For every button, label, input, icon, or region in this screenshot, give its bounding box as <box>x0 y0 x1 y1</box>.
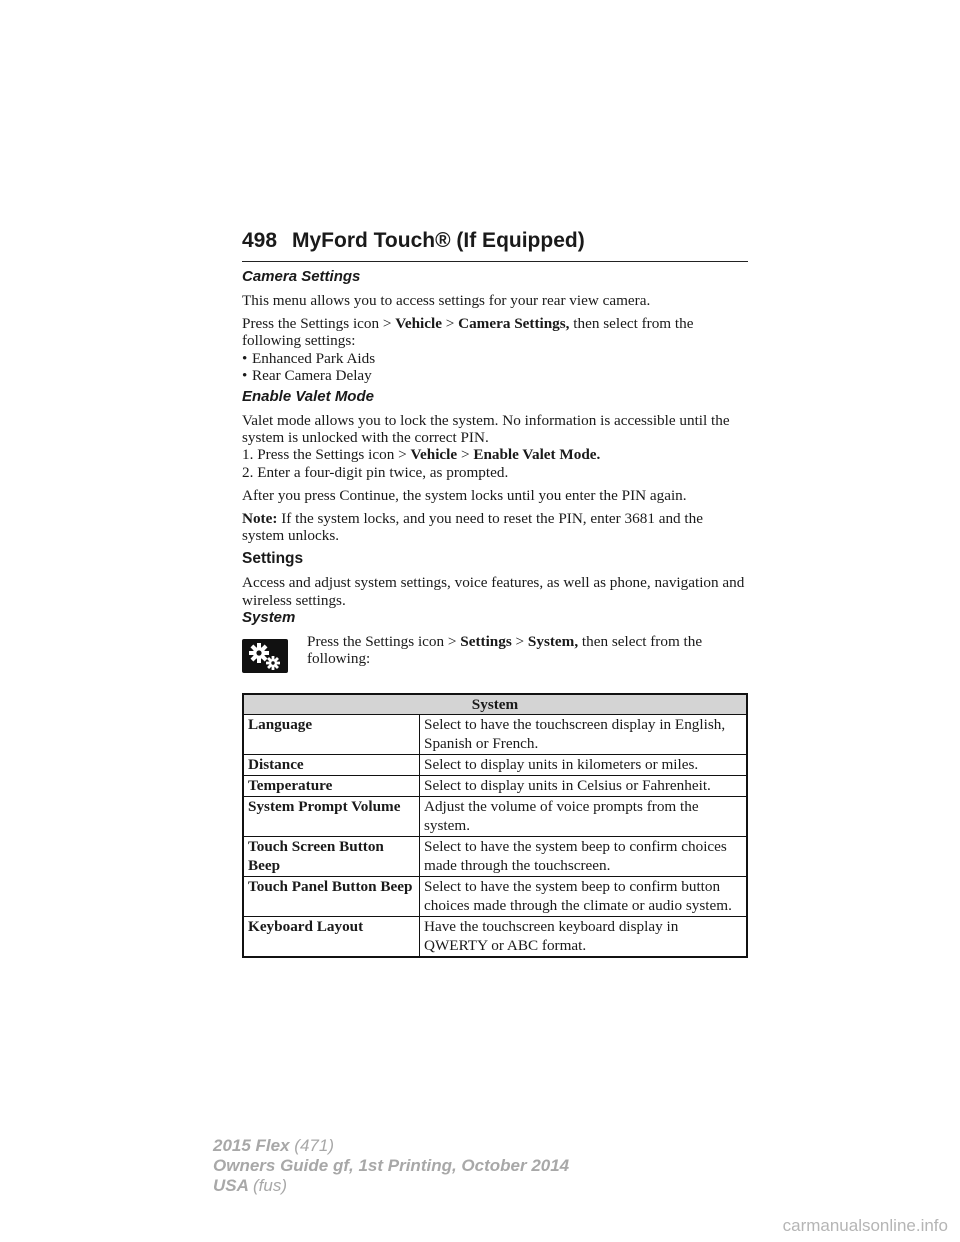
system-heading: System <box>242 608 296 626</box>
system-instructions: Press the Settings icon > Settings > System, then select from the following: <box>307 632 703 668</box>
table-row <box>243 916 747 957</box>
valet-after: After you press Continue, the system locks until you enter the PIN again. <box>242 486 687 504</box>
table-row <box>243 754 747 775</box>
list-item: • Enhanced Park Aids <box>242 350 748 367</box>
table-value: Have the touchscreen keyboard display in QWERTY or ABC format. <box>420 916 748 957</box>
table-row <box>243 876 747 916</box>
system-instruction-row <box>242 633 748 681</box>
chapter-title: MyFord Touch® (If Equipped) <box>292 229 585 252</box>
valet-intro: Valet mode allows you to lock the system. No information is accessible until the system is unlocked with the correct PIN. <box>242 412 730 447</box>
camera-settings-heading: Camera Settings <box>242 268 361 285</box>
footer-line-1: 2015 Flex (471) <box>213 1136 334 1155</box>
table-value: Select to have the touchscreen display in English, Spanish or French. <box>420 714 748 754</box>
table-key: Keyboard Layout <box>243 916 420 957</box>
valet-mode-heading: Enable Valet Mode <box>242 388 374 406</box>
table-value: Select to have the system beep to confirm button choices made through the climate or audio system. <box>420 876 748 916</box>
watermark: carmanualsonline.info <box>782 1216 948 1235</box>
system-settings-table <box>242 693 748 958</box>
table-value: Select to have the system beep to confirm choices made through the touchscreen. <box>420 836 748 876</box>
page-body <box>242 268 748 958</box>
table-key: System Prompt Volume <box>243 796 420 836</box>
print-footer <box>213 1136 569 1196</box>
settings-heading: Settings <box>242 550 304 568</box>
table-value: Adjust the volume of voice prompts from the system. <box>420 796 748 836</box>
valet-steps <box>242 446 748 480</box>
footer-line-2: Owners Guide gf, 1st Printing, October 2014 <box>213 1156 570 1175</box>
list-item: • Rear Camera Delay <box>242 367 748 384</box>
page-number: 498 <box>242 229 278 252</box>
table-key: Touch Panel Button Beep <box>243 876 420 916</box>
table-value: Select to display units in Celsius or Fahrenheit. <box>420 775 748 796</box>
camera-instructions: Press the Settings icon > Vehicle > Camera Settings, then select from the following settings: <box>242 315 694 350</box>
table-row <box>243 775 747 796</box>
settings-intro: Access and adjust system settings, voice features, as well as phone, navigation and wireless settings. <box>242 574 745 609</box>
table-key: Temperature <box>243 775 420 796</box>
note-label: Note: <box>242 510 278 528</box>
valet-note: Note: If the system locks, and you need to reset the PIN, enter 3681 and the system unlocks. <box>242 510 703 545</box>
valet-step-1: 1. Press the Settings icon > Vehicle > Enable Valet Mode. <box>242 446 601 464</box>
table-value: Select to display units in kilometers or miles. <box>420 754 748 775</box>
table-key: Distance <box>243 754 420 775</box>
page-header <box>242 229 748 262</box>
camera-options-list <box>242 350 748 384</box>
table-row <box>243 796 747 836</box>
table-row <box>243 836 747 876</box>
camera-intro: This menu allows you to access settings for your rear view camera. <box>242 292 651 309</box>
valet-step-2: 2. Enter a four-digit pin twice, as prompted. <box>242 463 509 481</box>
table-key: Touch Screen Button Beep <box>243 836 420 876</box>
table-key: Language <box>243 714 420 754</box>
table-row <box>243 714 747 754</box>
footer-line-3: USA (fus) <box>213 1176 287 1195</box>
settings-gears-icon <box>242 639 288 673</box>
table-title: System <box>243 694 747 715</box>
